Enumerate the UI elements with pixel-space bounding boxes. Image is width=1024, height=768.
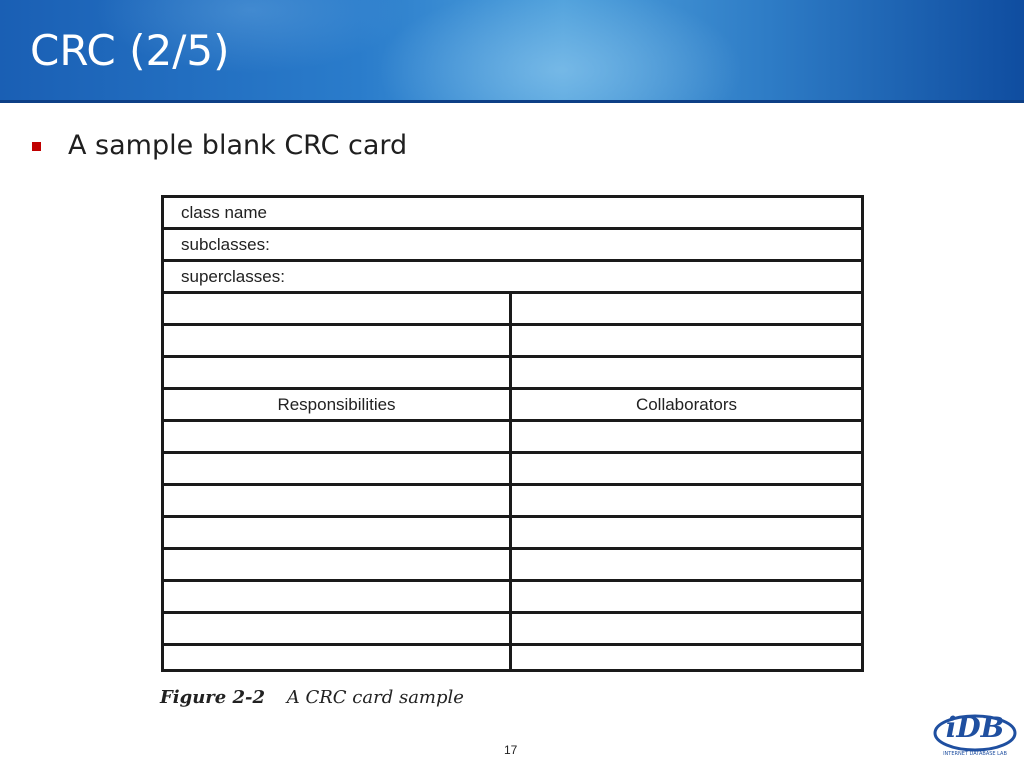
responsibility-cell [164,518,512,547]
figure-caption [160,687,464,708]
collaborator-cell [512,646,861,669]
responsibilities-header: Responsibilities [164,390,512,419]
responsibility-cell [164,454,512,483]
subclasses-row [164,230,861,262]
square-bullet-icon [32,142,41,151]
class-name-label: class name [181,203,267,222]
slide-title: CRC (2/5) [30,26,230,75]
crc-card-figure [161,195,864,672]
responsibility-cell [164,550,512,579]
responsibility-cell [164,358,512,387]
responsibility-cell [164,326,512,355]
collaborator-cell [512,614,861,643]
page-number: 17 [504,743,518,757]
logo-text: iDB [945,711,1005,744]
figure-text: A CRC card sample [286,687,464,708]
logo-subtext: INTERNET DATABASE LAB [943,751,1007,757]
table-row [164,646,861,669]
table-row [164,486,861,518]
collaborators-header: Collaborators [635,395,738,414]
collaborator-cell [512,582,861,611]
collaborator-cell [512,518,861,547]
collaborator-cell [512,486,861,515]
collaborator-cell [512,294,861,323]
figure-label: Figure 2-2 [160,687,266,708]
table-row [164,518,861,550]
table-row [164,326,861,358]
table-row [164,358,861,390]
class-name-row [164,198,861,230]
collaborator-cell [512,454,861,483]
table-row [164,454,861,486]
collaborator-cell [512,422,861,451]
bullet-item [32,130,407,161]
collaborator-cell [512,358,861,387]
subclasses-label: subclasses: [181,235,270,254]
table-row [164,614,861,646]
bullet-text: A sample blank CRC card [68,130,408,161]
responsibility-cell [164,422,512,451]
table-row [164,422,861,454]
idb-logo [930,700,1020,760]
collaborator-cell [512,326,861,355]
slide-header [0,0,1024,103]
responsibility-cell [164,646,512,669]
responsibility-cell [164,294,512,323]
table-row [164,582,861,614]
superclasses-row [164,262,861,294]
responsibility-cell [164,582,512,611]
column-header-row [164,390,861,422]
superclasses-label: superclasses: [181,267,285,286]
table-row [164,550,861,582]
collaborator-cell [512,550,861,579]
table-row [164,294,861,326]
responsibility-cell [164,486,512,515]
responsibility-cell [164,614,512,643]
